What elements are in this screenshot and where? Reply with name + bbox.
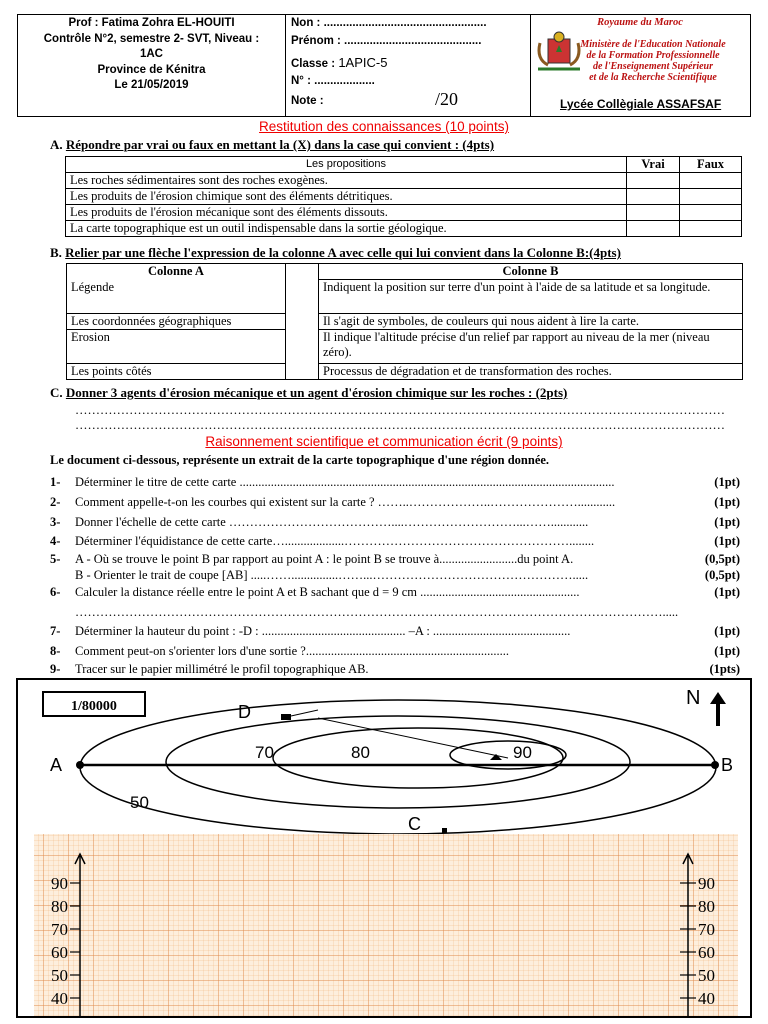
point-d-label: D (238, 702, 251, 722)
tf-header-propositions: Les propositions (66, 157, 627, 173)
tf-header-false: Faux (680, 157, 742, 173)
tf-row-text: Les roches sédimentaires sont des roches exogènes. (66, 173, 627, 189)
right-axis-tick-label: 70 (698, 920, 715, 939)
contour-label-50: 50 (130, 793, 149, 812)
class-label: Classe : (291, 58, 339, 70)
tf-header-true: Vrai (627, 157, 680, 173)
question-points: (1pt) (714, 515, 740, 529)
point-c-label: C (408, 814, 421, 834)
question-points: (0,5pt) (704, 568, 740, 582)
header-student-block (285, 15, 531, 116)
class-field (291, 55, 387, 70)
question-number: 7- (50, 624, 61, 638)
right-axis-tick-label: 50 (698, 966, 715, 985)
question-number: 5- (50, 552, 61, 566)
tf-false-cell[interactable] (680, 189, 742, 205)
tf-row-text: Les produits de l'érosion chimique sont des éléments détritiques. (66, 189, 627, 205)
question-points: (1pt) (714, 585, 740, 599)
contour-label-80: 80 (351, 743, 370, 762)
ministry-line2: de la Formation Professionnelle (586, 50, 720, 61)
question-b-text: Relier par une flèche l'expression de la colonne A avec celle qui lui convient dans la Colonne B:(4pts) (65, 245, 621, 260)
question-points: (1pt) (714, 495, 740, 509)
question-points: (1pt) (714, 534, 740, 548)
left-axis-tick-label: 90 (51, 874, 68, 893)
exam-title-line2: 1AC (139, 48, 163, 60)
student-name-field[interactable]: Non : ................................................... (291, 17, 487, 29)
question-number: 4- (50, 534, 61, 548)
left-axis-tick-label: 80 (51, 897, 68, 916)
matching-table (66, 263, 743, 380)
teacher-name: Prof : Fatima Zohra EL-HOUITI (68, 17, 235, 29)
column-a-item: Les points côtés (67, 364, 286, 380)
question-number: 9- (50, 662, 61, 676)
exam-title-line1: Contrôle N°2, semestre 2- SVT, Niveau : (43, 32, 260, 45)
question-text[interactable]: ……………………………………………………………………………………………………………………………..... (75, 605, 679, 619)
question-text[interactable]: Donner l'échelle de cette carte …………………………………....………………………...……............ (75, 515, 589, 529)
question-c-letter: C. (50, 385, 63, 400)
column-b-header: Colonne B (319, 264, 743, 280)
question-text[interactable]: B - Orienter le trait de coupe [AB] .....……...............……...…………………………………………..... (75, 568, 589, 582)
contour-line-50 (80, 700, 716, 834)
column-a-item: Légende (67, 280, 286, 314)
question-points: (1pts) (709, 662, 740, 676)
point-b-label: B (721, 755, 734, 775)
tf-true-cell[interactable] (627, 221, 680, 237)
question-b-letter: B. (50, 245, 62, 260)
question-text[interactable]: Déterminer la hauteur du point : -D : .............................................. –A : ............................................ (75, 624, 571, 638)
map-guide-line (318, 718, 508, 758)
tf-false-cell[interactable] (680, 221, 742, 237)
header-ministry-block (530, 15, 750, 116)
contour-label-90: 90 (513, 743, 532, 762)
column-b-item: Indiquent la position sur terre d'un point à l'aide de sa latitude et sa longitude. (319, 280, 743, 314)
tf-true-cell[interactable] (627, 205, 680, 221)
question-points: (1pt) (714, 624, 740, 638)
column-a-item: Les coordonnées géographiques (67, 314, 286, 330)
point-c-marker (442, 828, 447, 833)
right-axis-tick-label: 40 (698, 989, 715, 1008)
north-label: N (686, 687, 701, 709)
question-a-text: Répondre par vrai ou faux en mettant la (X) dans la case qui convient : (4pts) (65, 137, 495, 152)
point-a-marker (76, 761, 84, 769)
question-number: 8- (50, 644, 61, 658)
question-text[interactable]: Comment peut-on s'orienter lors d'une sortie ?................................................................. (75, 644, 509, 658)
right-axis-tick-label: 60 (698, 943, 715, 962)
question-points: (1pt) (714, 475, 740, 489)
ministry-line3: de l'Enseignement Supérieur (592, 61, 713, 72)
exam-header (17, 14, 751, 117)
left-axis-tick-label: 50 (51, 966, 68, 985)
answer-line-c2[interactable]: ………………………………………………………………………………………………………………………………………… (75, 418, 725, 432)
column-a-header: Colonne A (67, 264, 286, 280)
point-d-marker (281, 714, 291, 720)
tf-false-cell[interactable] (680, 205, 742, 221)
student-firstname-field[interactable]: Prénom : ........................................... (291, 35, 482, 47)
question-c-text: Donner 3 agents d'érosion mécanique et un agent d'érosion chimique sur les roches : (2pts) (65, 385, 568, 400)
question-a-letter: A. (50, 137, 63, 152)
left-axis-tick-label: 40 (51, 989, 68, 1008)
topographic-map (18, 680, 752, 1018)
question-text[interactable]: Tracer sur le papier millimétré le profil topographique AB. (75, 662, 369, 676)
question-text[interactable]: A - Où se trouve le point B par rapport au point A : le point B se trouve à.........................du point A. (75, 552, 574, 566)
tf-row-text: La carte topographique est un outil indispensable dans la sortie géologique. (66, 221, 627, 237)
question-points: (1pt) (714, 644, 740, 658)
question-number: 1- (50, 475, 61, 489)
question-text[interactable]: Déterminer le titre de cette carte ........................................................................................................................ (75, 475, 615, 489)
section2-title: Raisonnement scientifique et communication écrit (9 points) (205, 434, 563, 449)
header-teacher-block (18, 15, 286, 117)
tf-row-text: Les produits de l'érosion mécanique sont des éléments dissouts. (66, 205, 627, 221)
question-text[interactable]: Déterminer l'équidistance de cette carte…...................………………………………………………........ (75, 534, 595, 548)
point-a-label: A (50, 755, 63, 775)
contour-label-70: 70 (255, 743, 274, 762)
kingdom-label: Royaume du Maroc (597, 17, 683, 28)
ministry-line1: Ministère de l'Education Nationale (580, 39, 726, 50)
tf-true-cell[interactable] (627, 189, 680, 205)
question-b (50, 245, 621, 261)
province: Province de Kénitra (97, 63, 206, 76)
question-number: 2- (50, 495, 61, 509)
tf-true-cell[interactable] (627, 173, 680, 189)
student-number-field[interactable]: N° : ................... (291, 75, 375, 87)
graph-paper-grid (34, 834, 738, 1018)
question-c (50, 385, 567, 401)
school-name: Lycée Collègiale ASSAFSAF (560, 97, 722, 111)
left-axis-tick-label: 60 (51, 943, 68, 962)
point-b-marker (711, 761, 719, 769)
exam-date: Le 21/05/2019 (114, 79, 189, 91)
grade-value: /20 (435, 89, 459, 109)
north-arrow-icon (710, 692, 726, 726)
question-number: 6- (50, 585, 61, 599)
topographic-map-figure (16, 678, 752, 1018)
answer-line-c1[interactable]: ………………………………………………………………………………………………………………………………………… (75, 403, 725, 417)
true-false-table (65, 156, 742, 237)
question-text[interactable]: Comment appelle-t-on les courbes qui existent sur la carte ? ……..………………..…………………............ (75, 495, 616, 509)
question-a (50, 137, 494, 153)
contour-line-70 (166, 716, 630, 808)
document-intro: Le document ci-dessous, représente un extrait de la carte topographique d'une région donnée. (50, 453, 550, 467)
right-axis-tick-label: 80 (698, 897, 715, 916)
question-points: (0,5pt) (704, 552, 740, 566)
section1-title: Restitution des connaissances (10 points) (259, 119, 509, 134)
grade-label: Note : (291, 95, 324, 107)
column-b-item: Il s'agit de symboles, de couleurs qui nous aident à lire la carte. (319, 314, 743, 330)
question-number: 3- (50, 515, 61, 529)
right-axis-tick-label: 90 (698, 874, 715, 893)
point-d-leader (291, 710, 318, 716)
arrow-gap-column[interactable] (286, 264, 319, 380)
column-b-item: Il indique l'altitude précise d'un relief par rapport au niveau de la mer (niveau zéro). (319, 330, 743, 364)
left-axis-tick-label: 70 (51, 920, 68, 939)
column-a-item: Erosion (67, 330, 286, 364)
column-b-item: Processus de dégradation et de transformation des roches. (319, 364, 743, 380)
class-value: 1APIC-5 (338, 55, 388, 70)
ministry-line4: et de la Recherche Scientifique (589, 72, 717, 83)
scale-label: 1/80000 (71, 699, 117, 714)
question-text[interactable]: Calculer la distance réelle entre le point A et B sachant que d = 9 cm ................................................... (75, 585, 580, 599)
tf-false-cell[interactable] (680, 173, 742, 189)
